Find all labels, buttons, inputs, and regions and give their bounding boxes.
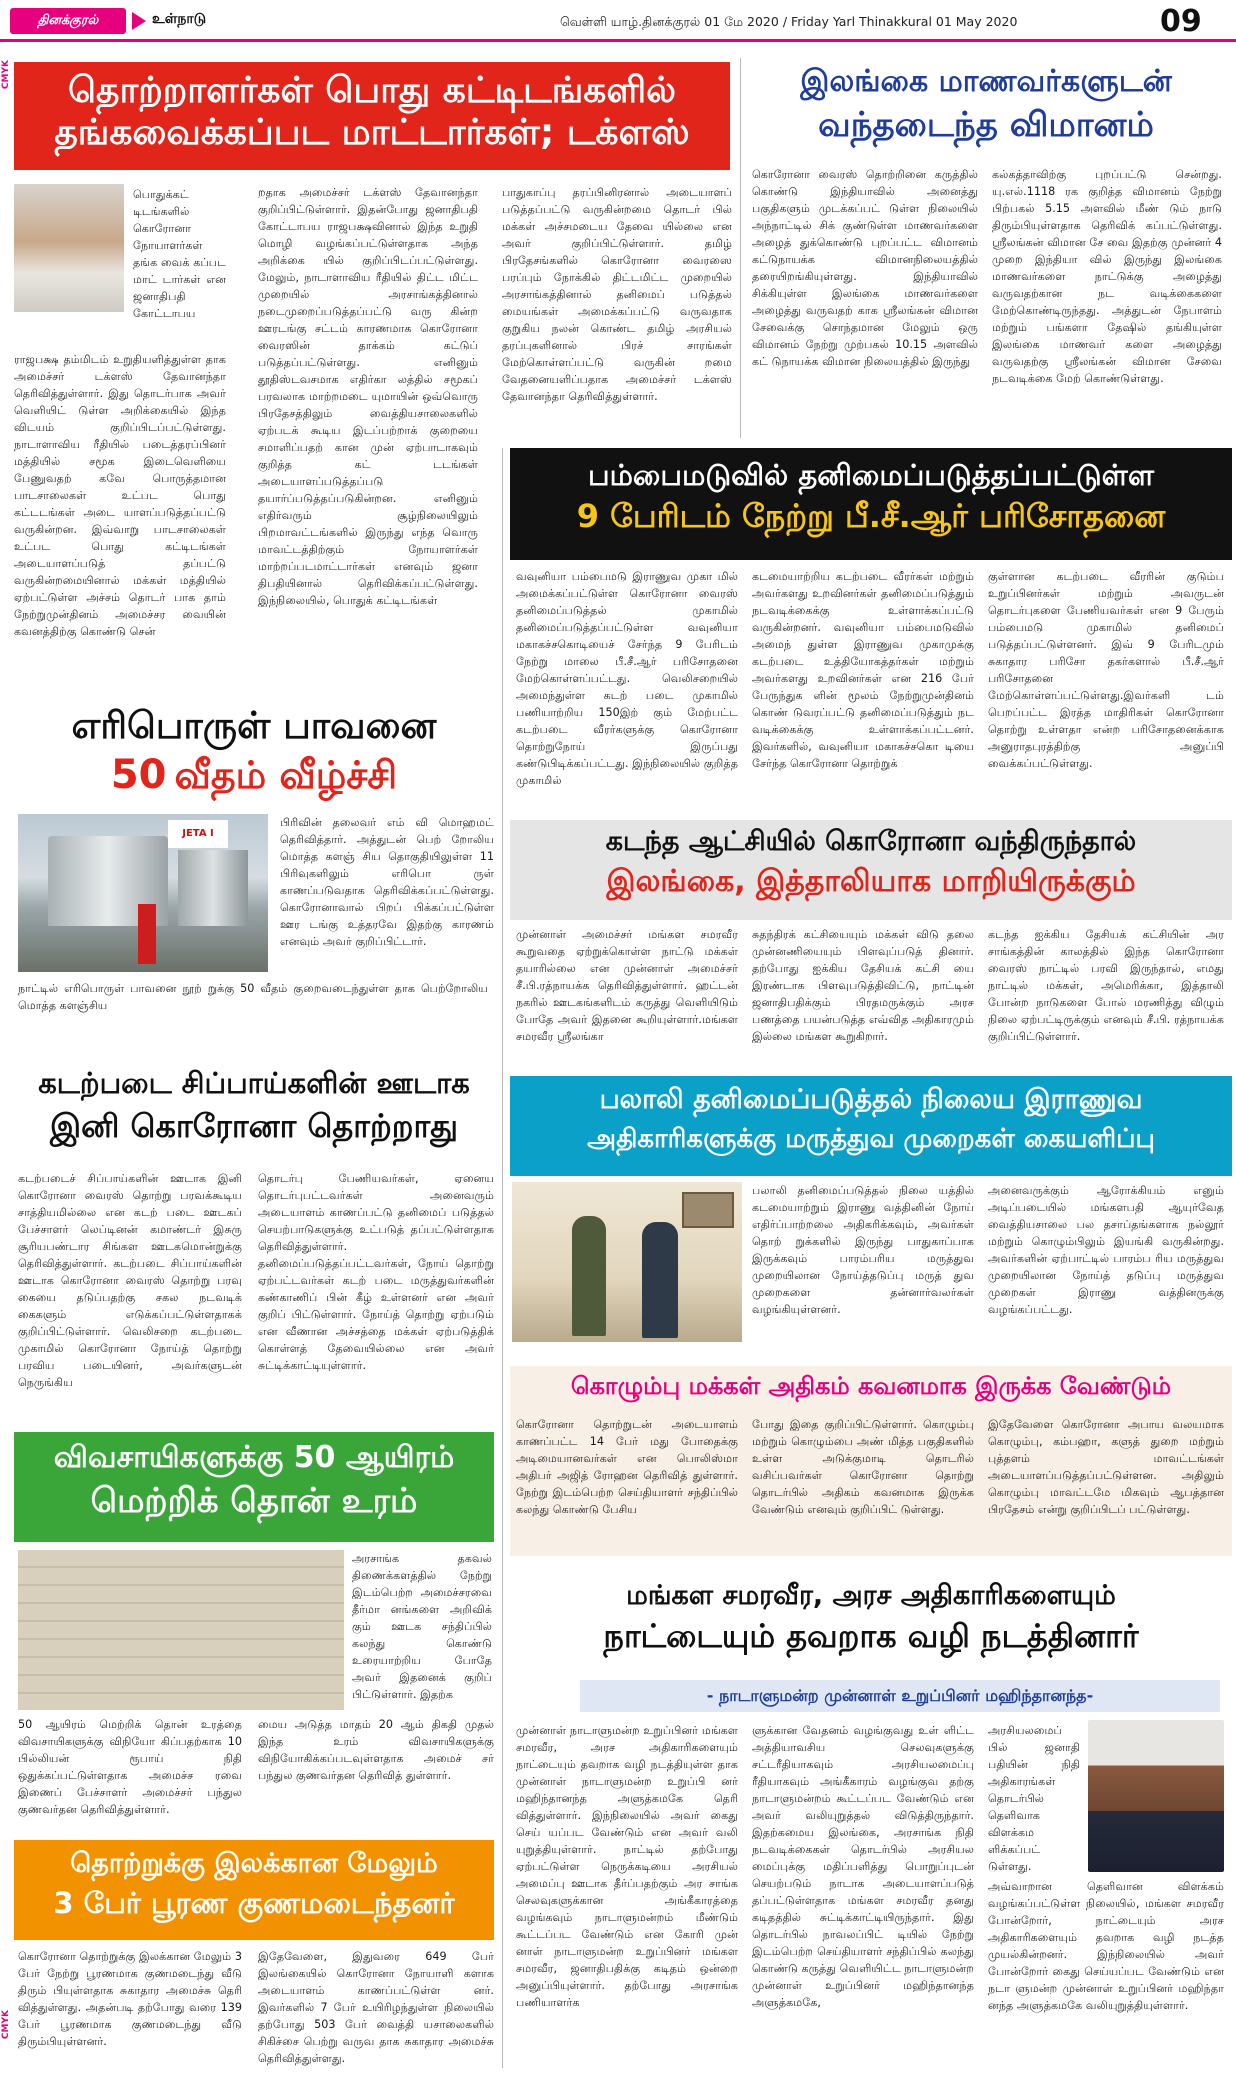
red-pipe bbox=[138, 904, 156, 964]
article-7-headline-box bbox=[510, 1076, 1232, 1176]
article-4-col-right: பிரிவின் தலைவர் எம் வி மொஹமட் தெரிவித்தார். அத்துடன் பெற் றோலிய மொத்த களஞ் சிய தொகுதியிலுள்ள 11 பிரிவுகளிலும் எரிபொ ருள் காணப்படுவதாக தெரிவிக்கப்பட்டுள்ளது. கொரோனாவால் பிறப் பிக்கப்பட்டுள்ள ஊர டங்கு உத்தரவே இதற்கு காரணம் எனவும் அவர் குறிப்பிட்டார். bbox=[280, 816, 494, 949]
article-3-col1: வவுனியா பம்பைமடு இராணுவ முகா மில் அமைக்கப்பட்டுள்ள கொரோனா வைரஸ் தனிமைப்படுத்தல் முகாமில் தனிமைப்படுத்தப்பட்டுள்ள வவுனியா மகாகச்சகொடியைச் சேர்ந்த 9 பேரிடம் நேற்று மாலை பீ.சீ.ஆர் பரிசோதனை மேற்கொள்ளப்பட்டது. வெலிசறையில் அமைந்துள்ள கடற் படை முகாமில் பணியாற்றிய 150இற் கும் மேற்பட்ட கடற்படை வீரர்களுக்கு கொரோனா தொற்றுநோய் இருப்பது கண்டுபிடிக்கப்பட்டது. இந்நிலையில் குறித்த முகாமில் bbox=[516, 570, 738, 788]
article-11-subhead: - நாடாளுமன்ற முன்னாள் உறுப்பினர் மஹிந்தானந்த- bbox=[580, 1680, 1220, 1712]
cmyk-mark-bottom: CMYK bbox=[1, 2010, 11, 2040]
article-10-col2: போது இதை குறிப்பிட்டுள்ளார். கொழும்பு மற்றும் கொழும்பை அண் மித்த பகுதிகளில் உள்ள அடுக்குமாடி தொடரில் வசிப்பவர்கள் கொரோனா தொற்று தொடர்பில் அதிகம் கவனமாக இருக்க வேண்டும் எனவும் குறிப்பிட் டுள்ளது. bbox=[752, 1418, 974, 1517]
column-divider bbox=[740, 58, 741, 438]
article-1-col2: றதாக அமைச்சர் டக்ளஸ் தேவானந்தா குறிப்பிட்டுள்ளார். இதன்போது ஜனாதிபதி கோட்டாபய ராஜபக்ஷவினால் இந்த உறுதி மொழி வழங்கப்பட்டுள்ளதாக அந்த அறிக்கை யில் குறிப்பிடப்பட்டுள்ளது. மேலும், நாடாளாவிய ரீதியில் திட்ட மிட்ட முறையில் அரசாங்கத்தினால் நடைமுறைப்படுத்தப்பட்டு வரு கின்ற ஊரடங்கு சட்டம் காரணமாக கொரோனா வைரஸின் தாக்கம் கட்டுப் படுத்தப்பட்டுள்ளது. எனினும் தூதிஸ்டவசமாக எதிர்கா லத்தில் சமூகப் பரவலாக மாற்றமடை யுமாயின் ஒவ்வொரு பிரதேசத்திலும் வைத்தியசாலைகளில் ஏற்படக் கூடிய இடப்பற்றாக் குறையை சமாளிப்பதற் கான முன் ஏற்பாடாகவும் குறித்த கட் டடங்கள் அடையாளப்படுத்தப்படு தயார்ப்படுத்தப்படுகின்றன. எனினும் எதிர்வரும் சூழ்நிலையிலும் பிறமாவட்டங்களில் இருந்து எந்த வொரு மாவட்டத்திற்கும் நோயாளர்கள் மாற்றப்படமாட்டார்கள் எனவும் ஜனா திபதியினால் தெரிவிக்கப்பட்டுள்ளது. இந்நிலையில், பொதுக் கட்டிடங்கள் bbox=[258, 186, 478, 608]
article-11-col1: முன்னாள் நாடாளுமன்ற உறுப்பினர் மங்கள சமரவீர, அரச அதிகாரிகளையும் நாட்டையும் தவறாக வழி நடத்தியுள்ள தாக முன்னாள் நாடாளுமன்ற உறுப்பி னர் மஹிந்தானந்த அளுத்கமகே தெரி வித்துள்ளார். இந்நிலையில் அவர் கைது செய் யப்பட வேண்டும் என அவர் வலி யுறுத்தியுள்ளார். நாட்டில் தற்போது ஏற்பட்டுள்ள நெருக்கடியை அரசியல் அமைப்பு ஊடாக தீர்ப்பதற்கும் அர சாங்க செலவுகளுக்கான அங்கீகாரத்தை வழங்கவும் நாடாளுமன்றம் மீண்டும் கூட்டப்பட வேண்டும் என கோரி முன் னாள் நாடாளுமன்ற உறுப்பினர் மங்கள சமரவீர, ஜனாதிபதிக்கு கடிதம் ஒன்றை அனுப்பியுள்ளார். தற்போது அரசாங்க பணியாளர்க bbox=[516, 1724, 738, 2010]
article-10-col3: இதேவேளை கொரோனா அபாய வலயமாக கொழும்பு, கம்பஹா, களுத் துறை மற்றும் புத்தளம் மாவட்டங்கள் அடையாளப்படுத்தப்பட்டுள்ளன. அதிலும் கொழும்பு மாவட்டமே மிகவும் ஆபத்தான பிரதேசம் என்று குறிப்பிடப் பட்டுள்ளது. bbox=[988, 1418, 1224, 1517]
article-6-headline-line2: இலங்கை, இத்தாலியாக மாறியிருக்கும் bbox=[606, 863, 1136, 899]
civilian-figure bbox=[642, 1222, 678, 1338]
article-3-headline-line2: 9 பேரிடம் நேற்று பீ.சீ.ஆர் பரிசோதனை bbox=[576, 497, 1166, 536]
section-arrow-icon bbox=[132, 12, 146, 30]
article-4-headline-line2 bbox=[14, 752, 494, 799]
article-7-col2: அனைவருக்கும் ஆரோக்கியம் எனும் அடிப்படையில் மங்களபதி ஆயுர்வேத வைத்தியசாலை பல தசாப்தங்களாக நல்லூர் மற்றும் கொழும்பிலும் இயங்கி வருகின்றது. அவர்களின் ஏற்பாட்டில் பாரம்ப ரிய மருத்துவ முறையிலான நோய்த் தடுப்பு மருத்துவ முறைகள் இராணு வத்தினருக்கு வழங்கப்பட்டது. bbox=[988, 1184, 1224, 1317]
article-2-col1: கொரோனா வைரஸ் தொற்றினை கருத்தில் கொண்டு இந்தியாவில் அனைத்து பகுதிகளும் முடக்கப்பட் டுள்ள நிலையில் அந்நாட்டில் சிக் குண்டுள்ள மாணவர்களை அழைத் துக்கொண்டு புறப்பட்ட விமானம் கட்டுநாயக்க விமானநிலையத்தில் தரையிறங்கியுள்ளது. இந்தியாவில் சிக்கியுள்ள இலங்கை மாணவர்களை அழைத்து வருவதற் காக ஸ்ரீலங்கன் விமான சேவைக்கு சொந்தமான மேலும் ஒரு விமானம் நேற்று முற்பகல் 10.15 அளவில் கட் டுநாயக்க விமான நிலையத்தில் இருந்து bbox=[752, 168, 978, 369]
article-11-headline-box bbox=[510, 1576, 1232, 1674]
article-8-col1: 50 ஆயிரம் மெற்றிக் தொன் உரத்தை விவசாயிகளுக்கு விநியோ கிப்பதற்காக 10 பில்லியன் ரூபாய் நிதி ஒதுக்கப்பட்டுள்ளதாக அமைச்ச ரவை இணைப் பேச்சாளர் அமைச்சர் பந்துல குணவர்தன தெரிவித்துள்ளார். bbox=[18, 1718, 242, 1817]
article-6-col2: சுதந்திரக் கட்சியையும் மக்கள் விடு தலை முன்னணியையும் பிளவுப்படுத் தினார். தற்போது ஐக்கிய தேசியக் கட்சி யை இரண்டாக பிளவுபடுத்திவிட்டு, நாட்டின் ஜனாதிபதிக்கும் பிரதமருக்கும் அரச பணத்தை பயன்படுத்த எவ்வித அதிகாரமும் இல்லை மங்கள கூறுகிறார். bbox=[752, 928, 974, 1044]
article-4-headline-box bbox=[14, 700, 494, 808]
article-4-headline-number: 50 bbox=[110, 751, 167, 798]
article-9-col2: இதேவேளை, இதுவரை 649 பேர் இலங்கையில் கொரோனா நோயாளி களாக அடையாளம் காணப்பட்டுள்ள னர். இவர்களில் 7 பேர் உயிரிழந்துள்ள நிலையில் தற்போது 503 பேர் வைத்தி யசாலைகளில் சிகிச்சை பெற்று வருவ தாக சுகாதார அமைச்சு தெரிவித்துள்ளது. bbox=[258, 1950, 494, 2066]
article-6-col3: கடந்த ஐக்கிய தேசியக் கட்சியின் அர சாங்கத்தின் காலத்தில் இந்த கொரோனா வைரஸ் நாட்டில் பரவி இருந்தால், எமது நாட்டில் மக்கள், அமெரிக்கா, இத்தாலி போன்ற நாடுகளை போல் மரணித்து விழும் நிலை ஏற்பட்டிருக்கும் எனவும் சீ.பி. ரத்நாயக்க குறிப்பிட்டுள்ளார். bbox=[988, 928, 1224, 1044]
page-number: 09 bbox=[1160, 4, 1202, 39]
article-11-headline-line1: மங்கள சமரவீர, அரச அதிகாரிகளையும் bbox=[626, 1580, 1116, 1611]
article-11-col3-top: அரசியலமைப் பில் ஜனாதி பதியின் நிதி அதிகாரங்கள் தொடர்பில் தெளிவாக விளக்கம ளிக்கப்பட் டுள்ளது. bbox=[988, 1724, 1080, 1874]
article-8-headline-box bbox=[14, 1432, 494, 1542]
article-8-col2: மைய அடுத்த மாதம் 20 ஆம் திகதி முதல் இந்த உரம் விவசாயிகளுக்கு விநியோகிக்கப்படவுள்ளதாக அமைச் சர் பந்துல குணவர்தன தெரிவித் துள்ளார். bbox=[258, 1718, 494, 1783]
article-6-headline-box bbox=[510, 820, 1232, 920]
article-6-col1: முன்னாள் அமைச்சர் மங்கள சமரவீர கூறுவதை ஏற்றுக்கொள்ள நாட்டு மக்கள் தயாரில்லை என முன்னாள் அமைச்சர் சீ.பி.ரத்நாயக்க தெரிவித்துள்ளார். ஹட்டன் நகரில் ஊடகங்களிடம் கருத்து வெளியிடும் போதே அவர் இதனை கூறியுள்ளார்.மங்கள சமரவீர ஸ்ரீலங்கா bbox=[516, 928, 738, 1044]
article-8-headline-line2: மெற்றிக் தொன் உரம் bbox=[90, 1481, 418, 1522]
article-2-headline-box bbox=[746, 58, 1226, 160]
article-5-col2: தொடர்பு பேணியவர்கள், ஏனைய தொடர்புபட்டவர்கள் அனைவரும் அடையாளம் காணப்பட்டு தனிமைப் படுத்தல் செயற்பாடுகளுக்கு உட்படுத் தப்பட்டுள்ளதாக தெரிவித்துள்ளார். தனிமைப்படுத்தப்பட்டவர்கள், நோய் தொற்று ஏற்பட்டவர்கள் கடற் படை மருத்துவர்களின் கண்காணிப் பின் கீழ் உள்ளனர் என அவர் குறிப் பிட்டுள்ளார். நோய்த் தொற்று ஏற்படும் என வீணான அச்சத்தை மக்கள் ஏற்படுத்திக் கொள்ளத் தேவையில்லை என அவர் சுட்டிக்காட்டியுள்ளார். bbox=[258, 1172, 494, 1373]
article-2-headline-line2: வந்தடைந்த விமானம் bbox=[818, 105, 1154, 146]
article-5-headline-line2: இனி கொரோனா தொற்றாது bbox=[50, 1107, 458, 1146]
soldier-figure bbox=[572, 1216, 606, 1336]
article-1-col1: ராஜபக்ஷ தம்மிடம் உறுதியளித்துள்ள தாக அமைச்சர் டக்ளஸ் தேவானந்தா தெரிவித்துள்ளார். இது தொடர்பாக அவர் வெளியிட் டுள்ள அறிக்கையில் இந்த விடயம் குறிப்பிடப்பட்டுள்ளது. நாடாளாவிய ரீதியில் படைத்தரப்பினர் மத்தியில் சமூக இடைவெளியை பேணுவதற் கவே பொருத்தமான பாடசாலைகள் உட்பட பொது கட்டடங்கள் அடை யாளப்படுத்தப்பட்டு வருகின்றன. இவ்வாறு பாடசாலைகள் உட்பட பொது கட்டிடங்கள் அடையாளப்படுத் தப்பட்டு வருகின்றமையினால் மக்கள் மத்தியில் ஏற்பட்டுள்ள அச்சம் தொடர் பாக தாம் நேற்றுமுன்தினம் அமைச்சர வையின் கவனத்திற்கு கொண்டு சென் bbox=[14, 353, 226, 639]
article-7-col1: பலாலி தனிமைப்படுத்தல் நிலை யத்தில் கடமையாற்றும் இராணு வத்தினின் நோய் எதிர்ப்பாற்றலை அதிகரிக்கவும், அவர்கள் தொற் றுக்களில் இருந்து பாதுகாப்பாக இருக்கவும் பாரம்பரிய மருத்துவ முறையிலான நோய்த்தடுப்பு மருத் துவ முறைகளை தன்னார்வலர்கள் வழங்கியுள்ளனர். bbox=[752, 1184, 974, 1317]
article-6-headline-line1: கடந்த ஆட்சியில் கொரோனா வந்திருந்தால் bbox=[605, 826, 1137, 857]
article-8-fertilizer-photo bbox=[18, 1550, 344, 1710]
article-1-headline-box bbox=[14, 62, 730, 170]
article-10-col1: கொரோனா தொற்றுடன் அடையாளம் காணப்பட்ட 14 பேர் மது போதைக்கு அடிமையானவர்கள் என பொலிஸ்மா அதிபர் அஜித் ரோஹன தெரிவித் துள்ளார். நேற்று இடம்பெற்ற செய்தியாளர் சந்திப்பில் கலந்து கொண்டு பேசிய bbox=[516, 1418, 738, 1517]
article-3-headline-box bbox=[510, 448, 1232, 560]
column-divider bbox=[502, 448, 503, 2068]
date-line: வெள்ளி யாழ்.தினக்குரல் 01 மே 2020 / Friday Yarl Thinakkural 01 May 2020 bbox=[560, 14, 1018, 29]
masthead bbox=[0, 0, 1236, 42]
article-10-headline: கொழும்பு மக்கள் அதிகம் கவனமாக இருக்க வேண்டும் bbox=[570, 1372, 1172, 1400]
article-7-photo bbox=[512, 1182, 742, 1342]
article-11-col2: ளுக்கான வேதனம் வழங்குவது உள் ளிட்ட அத்தியாவசிய செலவுகளுக்கு சட்டரீதியாகவும் அரசியலமைப்பு ரீதியாகவும் அங்கீகாரம் வழங்குவ தற்கு நாடாளுமன்றம் கூட்டப்பட வேண்டும் என அவர் வலியுறுத்தல் விடுத்திருந்தார். இதற்கமைய இலங்கை, அரசாங்க நிதி நடவடிக்கைகள் தொடர்பில் அரசியல மைப்புக்கு மதிப்பளித்து பொறுப்புடன் செயற்படும் நாடாக அடையாளப்படுத் தப்பட்டுள்ளதாக மங்கள சமரவீர தனது கடிதத்தில் சுட்டிக்காட்டியிருந்தார். இது தொடர்பில் நாவலப்பிட் டியில் நேற்று இடம்பெற்ற செய்தியாளர் சந்திப்பில் கலந்து கொண்டு கருத்து வெளியிட்ட நாடாளுமன்ற முன்னாள் உறுப்பினர் மஹிந்தானந்த அளுத்கமகே, bbox=[752, 1724, 974, 2010]
article-9-headline-line1: தொற்றுக்கு இலக்கான மேலும் bbox=[70, 1848, 438, 1879]
logo: தினக்குரல் bbox=[10, 8, 126, 34]
fuel-sign: JETA I bbox=[168, 820, 228, 848]
article-7-headline-line2: அதிகாரிகளுக்கு மருத்துவ முறைகள் கையளிப்பு bbox=[587, 1123, 1155, 1154]
article-1-col3: பாதுகாப்பு தரப்பினிரனால் அடையாளப் படுத்தப்பட்டு வருகின்றமை தொடர் பில் மக்கள் அச்சமடைய தேவை யில்லை என அவர் குறிப்பிட்டுள்ளார். தமிழ் பிரதேசங்களில் கொரோனா வைரஸை பரப்பும் நோக்கில் திட்டமிட்ட முறையில் அரசாங்கத்தினால் தனிமைப் படுத்தல் மையங்கள் அமைக்கப்பட்டு வருவதாக குறுகிய நலன் கொண்ட தமிழ் அரசியல் தரப்புகளினால் பிரச் சாரங்கள் மேற்கொள்ளப்பட்டு வருகின் றமை வேதனையளிப்பதாக அமைச்சர் டக்ளஸ் தேவானந்தா தெரிவித்துள்ளார். bbox=[502, 186, 732, 404]
article-7-headline-line1: பலாலி தனிமைப்படுத்தல் நிலைய இராணுவ bbox=[599, 1084, 1143, 1115]
article-11-headline-line2: நாட்டையும் தவறாக வழி நடத்தினார் bbox=[603, 1616, 1139, 1655]
article-4-col-left: நாட்டில் எரிபொருள் பாவனை நூற் றுக்கு 50 வீதம் குறைவடைந்துள்ள தாக பெற்றோலிய மொத்த களஞ்சிய bbox=[18, 982, 488, 1013]
article-1-photo bbox=[14, 184, 124, 312]
article-8-col-right: அரசாங்க தகவல் திணைக்களத்தில் நேற்று இடம்பெற்ற அமைச்சரவை தீர்மா னங்களை அறிவிக் கும் ஊடக சந்திப்பில் கலந்து கொண்டு உரையாற்றிய போதே அவர் இதனைக் குறிப் பிட்டுள்ளார். இதற்க bbox=[352, 1552, 492, 1702]
article-3-headline-line1: பம்பைமடுவில் தனிமைப்படுத்தப்பட்டுள்ள bbox=[588, 458, 1154, 492]
frame-picture bbox=[682, 1192, 734, 1228]
article-4-headline-line1: எரிபொருள் பாவனை bbox=[71, 704, 437, 747]
article-9-col1: கொரோனா தொற்றுக்கு இலக்கான மேலும் 3 பேர் நேற்று பூரணமாக குணமடைந்து வீடு திரும் பியுள்ளதாக சுகாதார அமைச்சு தெரி வித்துள்ளது. அதன்படி தற்போது வரை 139 பேர் பூரணமாக குணமடைந்து வீடு திரும்பியுள்ளனர். bbox=[18, 1950, 242, 2049]
article-5-headline-box bbox=[14, 1060, 494, 1164]
article-8-headline-line1: விவசாயிகளுக்கு 50 ஆயிரம் bbox=[53, 1440, 455, 1475]
article-11-col3: அவ்வாறான தெளிவான விளக்கம் வழங்கப்பட்டுள்ள நிலையில், மங்கள சமரவீர போன்றோர், நாட்டையும் அரச அதிகாரிகளையும் தவறாக வழி நடத்த முயல்கின்றனர். இந்நிலையில் அவர் போன்றோர் கைது செய்யப்பட வேண்டும் என நடா ளுமன்ற முன்னாள் உறுப்பினர் மஹிந்தா னந்த அளுத்கமகே வலியுறுத்தியுள்ளார். bbox=[988, 1880, 1224, 2013]
article-4-fuel-photo bbox=[18, 814, 268, 972]
article-3-col3: குள்ளான கடற்படை வீரரின் குடும்ப உறுப்பினர்கள் மற்றும் அவருடன் தொடர்புகளை பேணியவர்கள் என 9 பேரும் பம்பைமடு முகாமில் தனிமைப் படுத்தப்பட்டுள்ளனர். இவ் 9 பேரிடமும் சுகாதார பரிசோ தகர்களால் பீ.சீ.ஆர் பரிசோதனை மேற்கொள்ளப்பட்டுள்ளது.இவர்களி டம் பெறப்பட்ட இரத்த மாதிரிகள் கொரோனா தொற்று உள்ளதா என்ற பரிசோதனைக்காக அனுராதபுரத்திற்கு அனுப்பி வைக்கப்பட்டுள்ளது. bbox=[988, 570, 1224, 771]
article-5-col1: கடற்படைச் சிப்பாய்களின் ஊடாக இனி கொரோனா வைரஸ் தொற்று பரவக்கூடிய சாத்தியமில்லை என கடற் படை ஊடகப் பேச்சாளர் லெப்டினன் கமாண்டர் இசுரு சூரியபண்டார சிங்கள ஊடகமொன்றுக்கு தெரிவித்துள்ளார். கடற்படை சிப்பாய்களின் ஊடாக கொரோனா வைரஸ் தொற்று பரவு கையை தடுப்பதற்கு சகல நடவடிக் கைகளும் எடுக்கப்பட்டுள்ளதாகக் குறிப்பிட்டுள்ளார். வெலிசறை கடற்படை முகாமில் கொரோனா நோய்த் தொற்று பரவிய படையினர், அவர்களுடன் நெருங்கிய bbox=[18, 1172, 242, 1390]
fuel-tank-2 bbox=[178, 850, 248, 926]
section-label: உள்நாடு bbox=[152, 11, 207, 27]
cmyk-mark-top: CMYK bbox=[1, 60, 11, 90]
article-1-col1-top: பொதுக்கட் டிடங்களில் கொரோனா நோயாளர்கள் தங்க வைக் கப்பட மாட் டார்கள் என ஜனாதிபதி கோட்டாபய bbox=[133, 188, 226, 321]
article-1-headline-line2: தங்கவைக்கப்பட மாட்டார்கள்; டக்ளஸ் bbox=[54, 112, 690, 154]
article-9-headline-box bbox=[14, 1840, 494, 1940]
article-2-headline-line1: இலங்கை மாணவர்களுடன் bbox=[800, 64, 1172, 99]
article-5-headline-line1: கடற்படை சிப்பாய்களின் ஊடாக bbox=[38, 1066, 470, 1100]
article-11-portrait bbox=[1088, 1720, 1224, 1872]
article-3-col2: கடமையாற்றிய கடற்படை வீரர்கள் மற்றும் அவர்களது உறவினர்கள் தனிமைப்படுத்தும் நடவடிக்கைக்கு உள்ளாக்கப்பட்டு வருகின்றனர். வவுனியா பம்பைமடுவில் அமைந் துள்ள இராணுவ முகாமுக்கு கடற்படை உத்தியோகத்தர்கள் மற்றும் அவர்களது உறவினர்கள் என 216 பேர் பேருந்துக ளின் மூலம் நேற்றுமுன்தினம் கொண் டுவரப்பட்டு தனிமைப்படுத்தும் நட வடிக்கைக்கு உள்ளாக்கப்பட்டனர். இவர்களில், வவுனியா மகாகச்சகொ டியை சேர்ந்த கொரோனா தொற்றுக் bbox=[752, 570, 974, 771]
article-9-headline-line2: 3 பேர் பூரண குணமடைந்தனர் bbox=[53, 1885, 455, 1920]
article-1-headline-line1: தொற்றாளர்கள் பொது கட்டிடங்களில் bbox=[67, 70, 677, 111]
article-2-col2: கல்கத்தாவிற்கு புறப்பட்டு சென்றது. யு.எல்.1118 ரக குறித்த விமானம் நேற்று பிற்பகல் 5.15 அளவில் மீண் டும் நாடு திரும்பியுள்ளதாக தெரிவிக் கப்பட்டுள்ளது. ஸ்ரீலங்கன் விமான சே வை இதற்கு முன்னர் 4 முறை இந்தியா வில் இருந்து இலங்கை மாணவர்களை நாட்டுக்கு அழைத்து வருவதற்கான நட வடிக்கைகளை மேற்கொண்டிருந்தது. அத்துடன் நேபாளம் மற்றும் பங்களா தேஷில் தங்கியுள்ள இலங்கை மாணவர் களை அழைத்து வருவதற்கு ஸ்ரீலங்கன் விமான சேவை நடவடிக்கை மேற் கொண்டுள்ளது. bbox=[992, 168, 1222, 386]
article-4-headline-rest: வீதம் வீழ்ச்சி bbox=[174, 752, 398, 797]
